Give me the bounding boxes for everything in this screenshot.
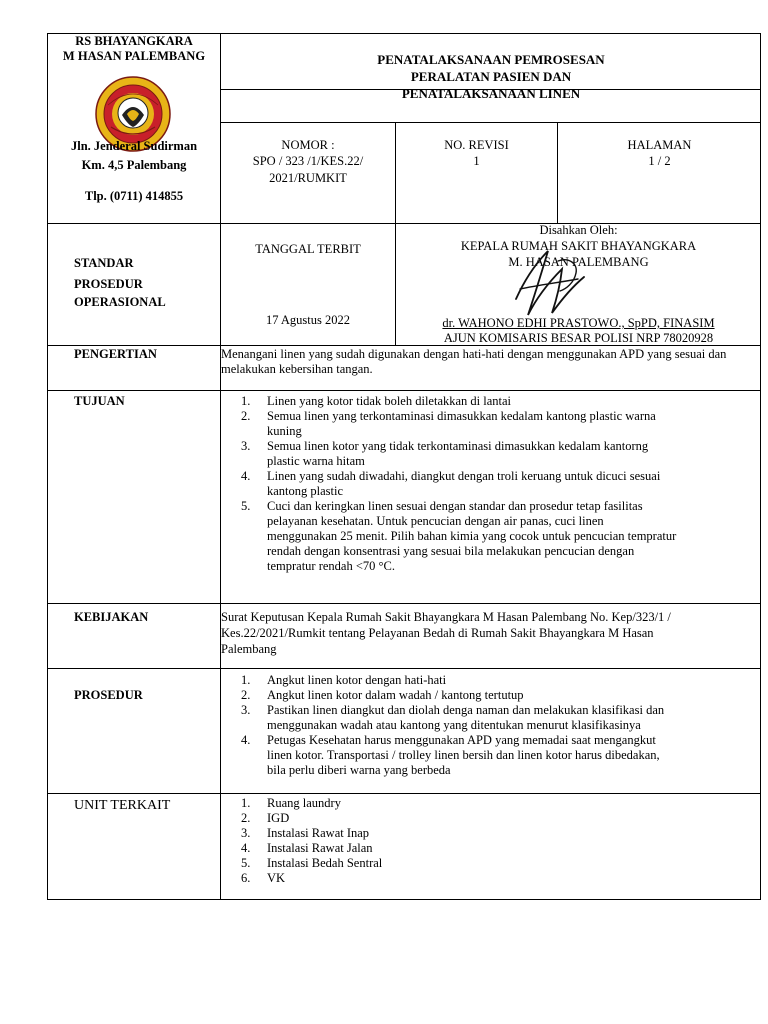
tujuan-item	[221, 394, 761, 409]
pengertian-text: Menangani linen yang sudah digunakan dengan hati-hati dengan menggunakan APD yang sesuai dan melakukan kebersihan tangan.	[221, 347, 727, 376]
row-divider	[48, 390, 761, 391]
spo-line1: STANDAR	[74, 256, 134, 270]
tujuan-item-text: Linen yang sudah diwadahi, diangkut dengan troli keruang untuk dicuci sesuai	[267, 469, 661, 483]
unit-terkait-item-number: 5.	[241, 856, 251, 870]
prosedur-item	[221, 733, 761, 778]
document-title-line1: PENATALAKSANAAN PEMROSESAN	[377, 52, 605, 67]
unit-terkait-item	[221, 826, 761, 841]
disahkan-oleh: Disahkan Oleh:	[539, 223, 618, 237]
tujuan-item	[221, 469, 761, 499]
document-title-line2: PERALATAN PASIEN DAN	[410, 69, 572, 84]
unit-terkait-item-number: 3.	[241, 826, 251, 840]
prosedur-list	[221, 673, 761, 778]
tujuan-item-text: Semua linen yang terkontaminasi dimasukkan kedalam kantong plastic warna	[267, 409, 656, 423]
address-line2: Km. 4,5 Palembang	[81, 158, 187, 172]
unit-terkait-item-text: IGD	[267, 811, 290, 825]
tujuan-item-text: rendah dengan konsentrasi yang sesuai bila melakukan pencucian dengan	[267, 544, 635, 558]
tujuan-item-number: 5.	[241, 499, 251, 513]
tujuan-item	[221, 439, 761, 469]
phone-number: Tlp. (0711) 414855	[84, 189, 184, 203]
tujuan-item-text: Cuci dan keringkan linen sesuai dengan standar dan prosedur tetap fasilitas	[267, 499, 643, 513]
prosedur-item	[221, 703, 761, 733]
prosedur-item-number: 4.	[241, 733, 251, 747]
unit-terkait-list	[221, 796, 761, 886]
revisi-label: NO. REVISI	[444, 138, 509, 152]
row-divider	[220, 122, 761, 123]
spo-line3: OPERASIONAL	[74, 295, 166, 309]
unit-terkait-item	[221, 856, 761, 871]
pengertian-label: PENGERTIAN	[74, 347, 157, 361]
tujuan-item-number: 1.	[241, 394, 251, 408]
unit-terkait-item-text: Ruang laundry	[267, 796, 341, 810]
tujuan-item-number: 2.	[241, 409, 251, 423]
unit-terkait-item-text: Instalasi Bedah Sentral	[267, 856, 383, 870]
tujuan-item-text: menggunakan 25 menit. Pilih bahan kimia yang cocok untuk pencucian tempratur	[267, 529, 677, 543]
address-line1: Jln. Jenderal Sudirman	[70, 139, 198, 153]
row-divider	[48, 793, 761, 794]
prosedur-item-number: 1.	[241, 673, 251, 687]
prosedur-item-text: bila perlu diberi warna yang berbeda	[267, 763, 451, 777]
row-divider	[48, 668, 761, 669]
unit-terkait-label: UNIT TERKAIT	[74, 798, 171, 813]
tujuan-label: TUJUAN	[74, 394, 125, 408]
prosedur-item-text: Angkut linen kotor dengan hati-hati	[267, 673, 447, 687]
kebijakan-line: Palembang	[221, 642, 277, 656]
unit-terkait-item	[221, 871, 761, 886]
spo-line2: PROSEDUR	[74, 277, 143, 291]
nomor-value-line1: SPO / 323 /1/KES.22/	[252, 154, 364, 168]
unit-terkait-item	[221, 796, 761, 811]
unit-terkait-item-text: Instalasi Rawat Inap	[267, 826, 370, 840]
tujuan-item-number: 3.	[241, 439, 251, 453]
tujuan-item	[221, 499, 761, 574]
unit-terkait-item	[221, 841, 761, 856]
halaman-value: 1 / 2	[648, 154, 671, 168]
tujuan-item-text: kantong plastic	[267, 484, 344, 498]
tujuan-item-number: 4.	[241, 469, 251, 483]
unit-terkait-item-number: 1.	[241, 796, 251, 810]
prosedur-item-text: menggunakan wadah atau kantong yang ditentukan menurut klasifikasinya	[267, 718, 641, 732]
kepala-line1: KEPALA RUMAH SAKIT BHAYANGKARA	[460, 239, 697, 253]
nomor-label: NOMOR :	[281, 138, 335, 152]
prosedur-item-text: Angkut linen kotor dalam wadah / kantong tertutup	[267, 688, 524, 702]
prosedur-item-number: 3.	[241, 703, 251, 717]
tujuan-item-text: pelayanan kesehatan. Untuk pencucian dengan air panas, cuci linen	[267, 514, 604, 528]
tujuan-item	[221, 409, 761, 439]
unit-terkait-item-number: 6.	[241, 871, 251, 885]
signer-name: dr. WAHONO EDHI PRASTOWO., SpPD, FINASIM	[442, 316, 715, 330]
revisi-value: 1	[473, 154, 480, 168]
spo-document	[47, 33, 761, 900]
prosedur-item-number: 2.	[241, 688, 251, 702]
kebijakan-line: Kes.22/2021/Rumkit tentang Pelayanan Bedah di Rumah Sakit Bhayangkara M Hasan	[221, 626, 654, 640]
row-divider	[48, 603, 761, 604]
tujuan-item-text: Linen yang kotor tidak boleh diletakkan di lantai	[267, 394, 512, 408]
hospital-name-line2: M HASAN PALEMBANG	[62, 49, 206, 63]
kepala-line2: M. HASAN PALEMBANG	[508, 255, 649, 269]
prosedur-item	[221, 688, 761, 703]
document-title-line3: PENATALAKSANAAN LINEN	[401, 86, 581, 101]
prosedur-item-text: linen kotor. Transportasi / trolley linen bersih dan linen kotor harus dibedakan,	[267, 748, 660, 762]
prosedur-label: PROSEDUR	[74, 688, 143, 702]
tujuan-item-text: plastic warna hitam	[267, 454, 365, 468]
tujuan-list	[221, 394, 761, 574]
tujuan-item-text: tempratur rendah <70 °C.	[267, 559, 395, 573]
tujuan-item-text: kuning	[267, 424, 302, 438]
prosedur-item-text: Petugas Kesehatan harus menggunakan APD yang memadai saat mengangkut	[267, 733, 656, 747]
unit-terkait-item-text: Instalasi Rawat Jalan	[267, 841, 373, 855]
halaman-label: HALAMAN	[627, 138, 692, 152]
prosedur-item	[221, 673, 761, 688]
kebijakan-label: KEBIJAKAN	[74, 610, 149, 624]
prosedur-item-text: Pastikan linen diangkut dan diolah denga naman dan melakukan klasifikasi dan	[267, 703, 665, 717]
signer-rank: AJUN KOMISARIS BESAR POLISI NRP 78020928	[443, 331, 714, 345]
unit-terkait-item-text: VK	[267, 871, 286, 885]
tanggal-terbit-value: 17 Agustus 2022	[265, 313, 351, 327]
hospital-name-line1: RS BHAYANGKARA	[75, 34, 193, 48]
tujuan-item-text: Semua linen kotor yang tidak terkontaminasi dimasukkan kedalam kantorng	[267, 439, 649, 453]
nomor-value-line2: 2021/RUMKIT	[269, 171, 347, 185]
unit-terkait-item	[221, 811, 761, 826]
kebijakan-line: Surat Keputusan Kepala Rumah Sakit Bhayangkara M Hasan Palembang No. Kep/323/1 /	[221, 610, 671, 624]
tanggal-terbit-label: TANGGAL TERBIT	[255, 242, 361, 256]
unit-terkait-item-number: 4.	[241, 841, 251, 855]
unit-terkait-item-number: 2.	[241, 811, 251, 825]
